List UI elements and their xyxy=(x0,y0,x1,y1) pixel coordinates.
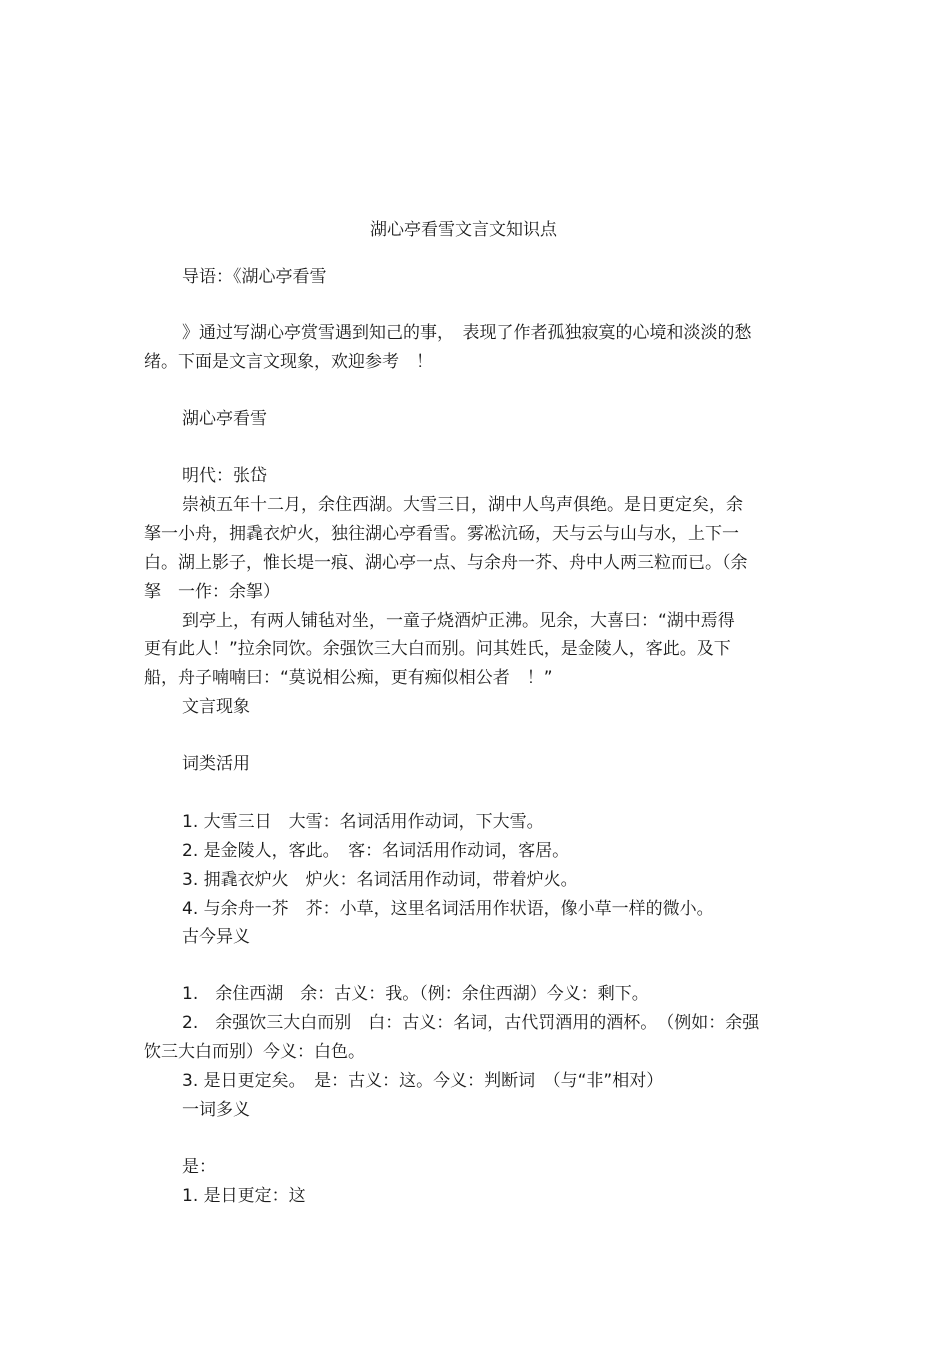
section-heading: 文言现象 xyxy=(182,697,250,717)
section-heading: 古今异义 xyxy=(182,927,250,947)
section-heading: 词类活用 xyxy=(182,754,250,774)
text-paragraph-line: 拏一小舟，拥毳衣炉火，独往湖心亭看雪。雾凇沆砀，天与云与山与水，上下一 xyxy=(144,524,739,544)
list-item: 4. 与余舟一芥 芥：小草，这里名词活用作状语，像小草一样的微小。 xyxy=(182,899,714,919)
text-paragraph-line: 崇祯五年十二月，余住西湖。大雪三日，湖中人鸟声俱绝。是日更定矣，余 xyxy=(182,495,743,515)
poem-title: 湖心亭看雪 xyxy=(182,409,267,429)
text-paragraph-line: 船，舟子喃喃曰：“莫说相公痴，更有痴似相公者 ！” xyxy=(144,668,553,688)
list-item: 3. 拥毳衣炉火 炉火：名词活用作动词，带着炉火。 xyxy=(182,870,578,890)
list-item: 2. 余强饮三大白而别 白：古义：名词，古代罚酒用的酒杯。 （例如：余强 xyxy=(182,1013,760,1033)
text-paragraph-line: 更有此人！”拉余同饮。余强饮三大白而别。问其姓氏，是金陵人，客此。及下 xyxy=(144,639,731,659)
text-paragraph-line: 白。湖上影子，惟长堤一痕、湖心亭一点、与余舟一芥、舟中人两三粒而已。（余 xyxy=(144,553,748,573)
list-item: 饮三大白而别）今义：白色。 xyxy=(144,1042,365,1062)
text-paragraph-line: 拏 一作：余挐） xyxy=(144,582,280,602)
list-item: 1. 是日更定：这 xyxy=(182,1186,306,1206)
author-line: 明代：张岱 xyxy=(182,466,267,486)
list-item: 3. 是日更定矣。 是：古义：这。今义：判断词 （与“非”相对） xyxy=(182,1071,664,1091)
document-title: 湖心亭看雪文言文知识点 xyxy=(370,220,557,240)
list-item: 2. 是金陵人，客此。 客：名词活用作动词，客居。 xyxy=(182,841,570,861)
list-item: 1. 大雪三日 大雪：名词活用作动词，下大雪。 xyxy=(182,812,544,832)
list-item: 1. 余住西湖 余：古义：我。（例：余住西湖）今义：剩下。 xyxy=(182,984,649,1004)
intro-paragraph-line: 绪。下面是文言文现象，欢迎参考 ！ xyxy=(144,352,433,372)
word-heading: 是： xyxy=(182,1157,216,1177)
section-heading: 一词多义 xyxy=(182,1100,250,1120)
intro-paragraph-line: 》通过写湖心亭赏雪遇到知己的事， 表现了作者孤独寂寞的心境和淡淡的愁 xyxy=(182,323,752,343)
intro-label: 导语：《湖心亭看雪 xyxy=(182,267,327,287)
text-paragraph-line: 到亭上，有两人铺毡对坐，一童子烧酒炉正沸。见余，大喜曰：“湖中焉得 xyxy=(182,611,735,631)
